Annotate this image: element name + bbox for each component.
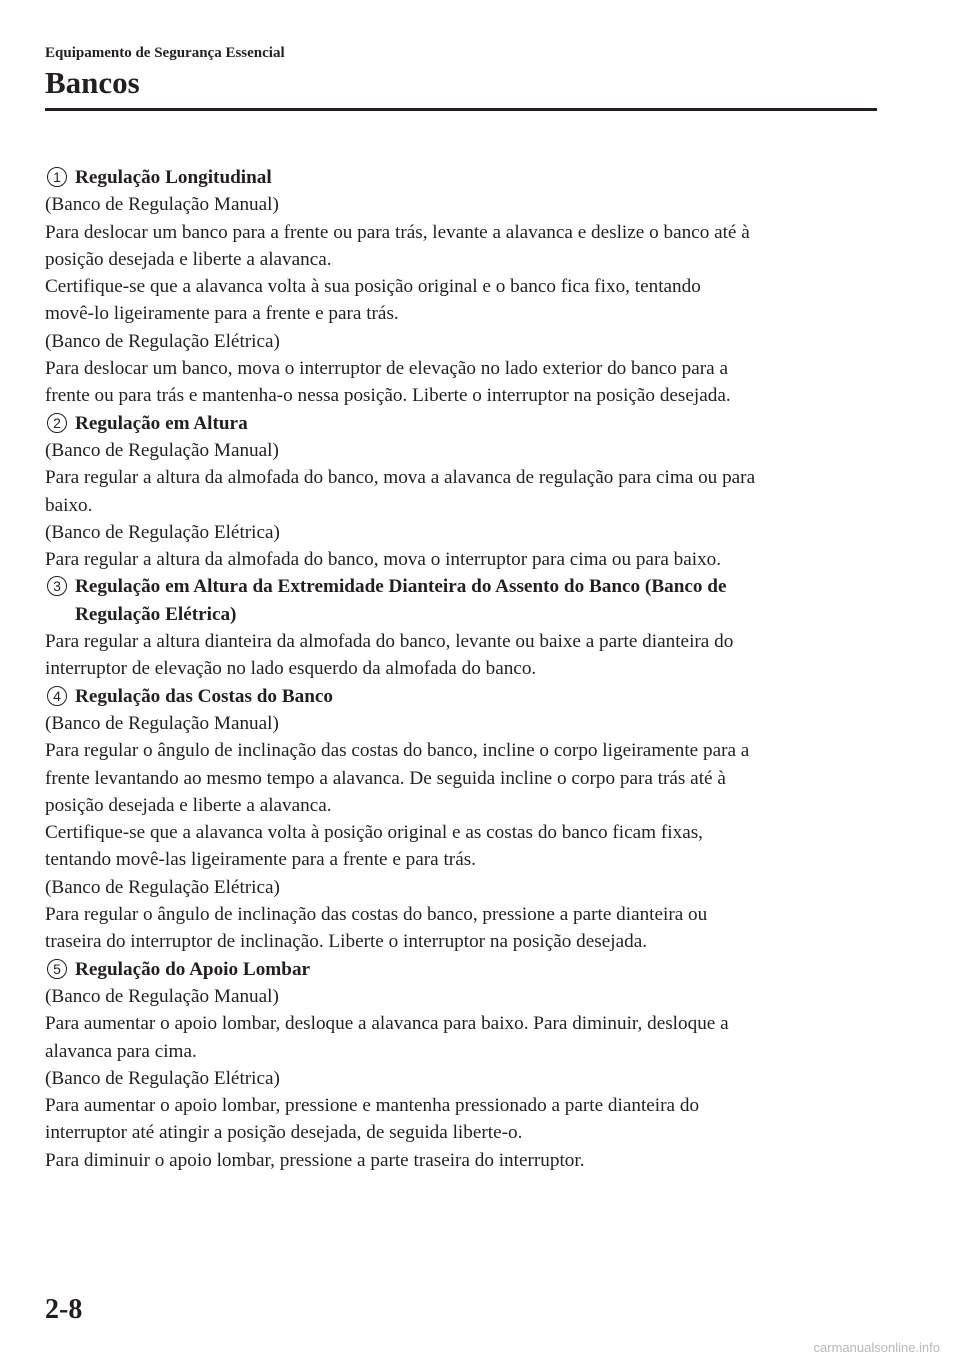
body-line: frente levantando ao mesmo tempo a alavanca. De seguida incline o corpo para trás até à: [45, 767, 726, 789]
circled-number-icon: 1: [47, 167, 67, 187]
body-line: Para regular a altura da almofada do banco, mova a alavanca de regulação para cima ou para: [45, 467, 756, 489]
heading-line: Regulação Elétrica): [75, 603, 237, 625]
header-rule: [45, 108, 877, 111]
page-title: Bancos: [45, 65, 140, 100]
body-line: baixo.: [45, 494, 93, 516]
section-heading: [45, 410, 880, 437]
section-heading: [45, 683, 880, 710]
circled-number-icon: 3: [47, 576, 67, 596]
section-heading-text: [75, 956, 880, 983]
body-line: (Banco de Regulação Elétrica): [45, 330, 280, 352]
chapter-title: Equipamento de Segurança Essencial: [45, 45, 285, 61]
body-line: movê-lo ligeiramente para a frente e para trás.: [45, 303, 399, 325]
body-line: (Banco de Regulação Manual): [45, 985, 279, 1007]
body-line: (Banco de Regulação Elétrica): [45, 521, 280, 543]
body-line: Para regular a altura da almofada do banco, mova o interruptor para cima ou para baixo.: [45, 549, 722, 571]
section-4: [45, 683, 880, 956]
section-3: [45, 573, 880, 682]
body-line: Para regular o ângulo de inclinação das costas do banco, pressione a parte dianteira ou: [45, 904, 708, 926]
section-heading-text: [75, 683, 880, 710]
body-line: (Banco de Regulação Manual): [45, 439, 279, 461]
circled-number-icon: 2: [47, 413, 67, 433]
body-line: Para aumentar o apoio lombar, desloque a alavanca para baixo. Para diminuir, desloque a: [45, 1013, 729, 1035]
body-line: alavanca para cima.: [45, 1040, 197, 1062]
heading-line: Regulação em Altura da Extremidade Dianteira do Assento do Banco (Banco de: [75, 576, 727, 598]
body-line: (Banco de Regulação Manual): [45, 194, 279, 216]
circled-number-icon: 4: [47, 686, 67, 706]
heading-line: Regulação Longitudinal: [75, 167, 272, 188]
section-heading-text: [75, 164, 880, 191]
body-line: interruptor de elevação no lado esquerdo da almofada do banco.: [45, 658, 537, 680]
section-heading: [45, 164, 880, 191]
section-1: [45, 164, 880, 410]
body-line: Para aumentar o apoio lombar, pressione e mantenha pressionado a parte dianteira do: [45, 1095, 700, 1117]
body-line: Para regular o ângulo de inclinação das costas do banco, incline o corpo ligeiramente para a: [45, 740, 750, 762]
section-2: [45, 410, 880, 574]
body-line: Para deslocar um banco para a frente ou para trás, levante a alavanca e deslize o banco até à: [45, 221, 750, 243]
watermark: carmanualsonline.info: [813, 1340, 940, 1355]
body-line: (Banco de Regulação Elétrica): [45, 876, 280, 898]
body-line: frente ou para trás e mantenha-o nessa posição. Liberte o interruptor na posição desejada.: [45, 385, 731, 407]
page-header: [45, 44, 877, 100]
body-line: Certifique-se que a alavanca volta à posição original e as costas do banco ficam fixas,: [45, 822, 703, 844]
body-line: tentando movê-las ligeiramente para a frente e para trás.: [45, 849, 476, 871]
heading-line: Regulação em Altura: [75, 412, 248, 434]
body-line: Para regular a altura dianteira da almofada do banco, levante ou baixe a parte dianteira do: [45, 631, 734, 653]
heading-line: Regulação do Apoio Lombar: [75, 958, 311, 980]
body-line: (Banco de Regulação Manual): [45, 712, 279, 734]
circled-number-icon: 5: [47, 959, 67, 979]
heading-line: Regulação das Costas do Banco: [75, 685, 333, 707]
body-line: Certifique-se que a alavanca volta à sua posição original e o banco fica fixo, tentando: [45, 276, 701, 298]
section-heading: [45, 573, 880, 628]
body-line: (Banco de Regulação Elétrica): [45, 1067, 280, 1089]
body-line: interruptor até atingir a posição desejada, de seguida liberte-o.: [45, 1122, 523, 1144]
section-5: [45, 956, 880, 1174]
body-line: traseira do interruptor de inclinação. Liberte o interruptor na posição desejada.: [45, 931, 648, 953]
section-heading: [45, 956, 880, 983]
body-line: Para deslocar um banco, mova o interruptor de elevação no lado exterior do banco para a: [45, 358, 729, 380]
section-heading-text: [75, 410, 880, 437]
body-line: posição desejada e liberte a alavanca.: [45, 248, 332, 270]
body-line: posição desejada e liberte a alavanca.: [45, 794, 332, 816]
page-number: 2-8: [45, 1294, 83, 1325]
section-heading-text: [75, 573, 880, 628]
main-content: [45, 164, 880, 1174]
body-line: Para diminuir o apoio lombar, pressione a parte traseira do interruptor.: [45, 1149, 585, 1171]
